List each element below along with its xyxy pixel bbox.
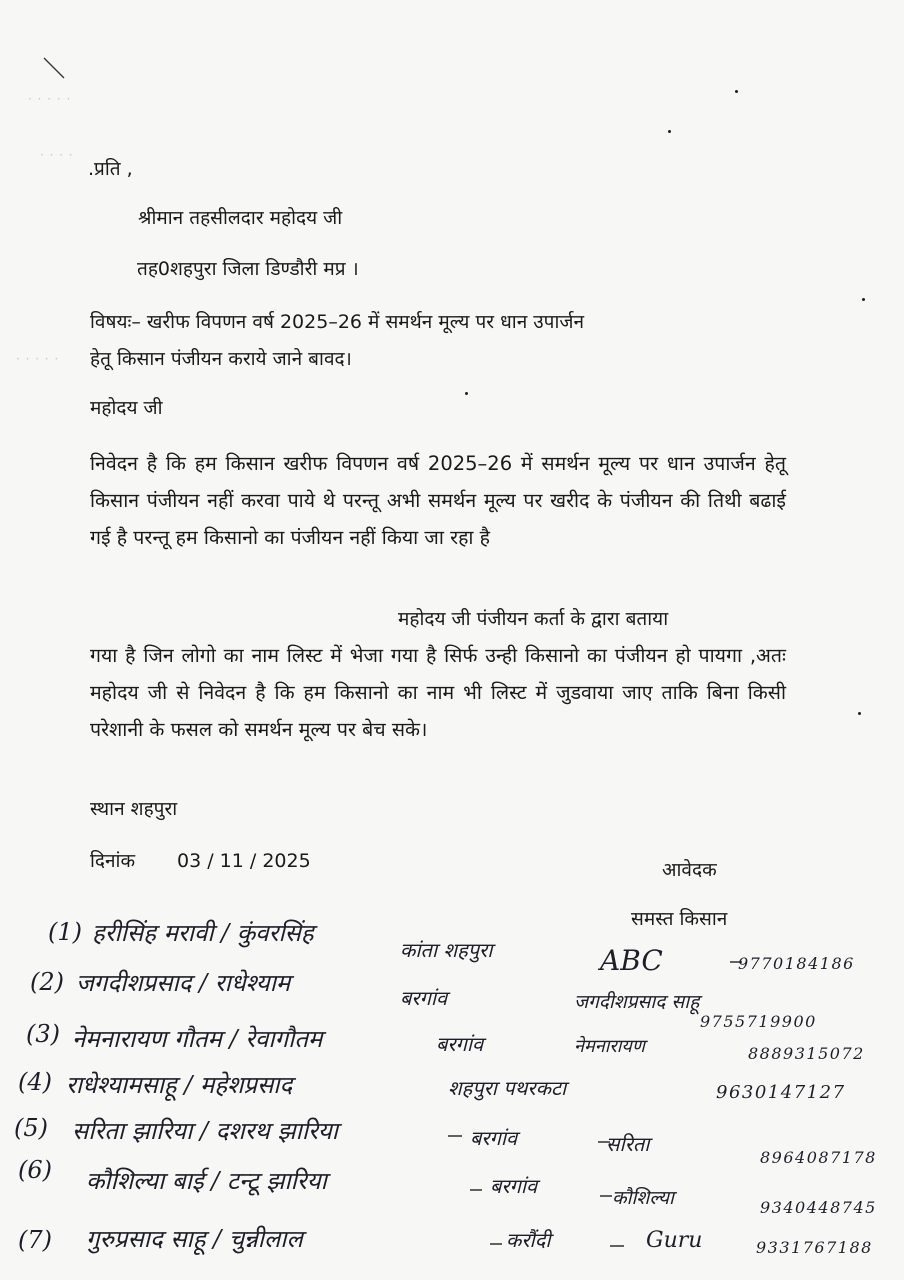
signatory-number: (6)	[18, 1156, 52, 1184]
signatory-number: (2)	[30, 968, 64, 996]
applicant-label: आवेदक	[662, 859, 717, 881]
addressee-line-1: श्रीमान तहसीलदार महोदय जी	[138, 207, 343, 229]
signatory-name: सरिता झारिया / दशरथ झारिया	[72, 1117, 339, 1145]
signatory-number: (4)	[18, 1068, 52, 1096]
signatory-number: (3)	[26, 1020, 60, 1048]
subject-line-2: हेतू किसान पंजीयन कराये जाने बावद।	[90, 348, 352, 370]
signatory-number: (5)	[14, 1114, 48, 1142]
signatory-name: कौशिल्या बाई / टन्टू झारिया	[86, 1167, 327, 1195]
signatory-sign: Guru	[646, 1228, 703, 1253]
signatory-village: बरगांव	[490, 1174, 538, 1198]
signatory-sign: सरिता	[606, 1132, 650, 1156]
signatory-name: राधेश्यामसाहू / महेशप्रसाद	[66, 1071, 293, 1099]
signatory-phone: 8889315072	[748, 1044, 865, 1063]
signatory-number: (1)	[48, 918, 82, 946]
signatory-village: बरगांव	[400, 986, 448, 1010]
signatory-phone: 8964087178	[760, 1148, 877, 1167]
signatory-sign: कौशिल्या	[612, 1187, 674, 1209]
signatory-village: शहपुरा पथरकटा	[448, 1076, 567, 1100]
show-through-text: · · · · ·	[28, 92, 72, 106]
signatory-name: नेमनारायण गौतम / रेवागौतम	[72, 1025, 323, 1053]
salutation: महोदय जी	[90, 397, 163, 419]
signatory-phone: 9331767188	[756, 1238, 873, 1257]
signatory-name: हरीसिंह मरावी / कुंवरसिंह	[92, 919, 314, 947]
signatory-sign: नेमनारायण	[574, 1036, 645, 1057]
addressee-line-2: तह0शहपुरा जिला डिण्डौरी मप्र ।	[137, 258, 359, 280]
signatory-village: करौंदी	[506, 1228, 551, 1252]
applicant-group: समस्त किसान	[631, 908, 728, 930]
body-paragraph-1: निवेदन है कि हम किसान खरीफ विपणन वर्ष 2025–26 में समर्थन मूल्य पर धान उपार्जन हेतू किसान पंजीयन नहीं करवा पाये थे परन्तू अभी समर्थन मूल्य पर खरीद के पंजीयन की तिथी बढाई गई है परन्तू हम किसानो का पंजीयन नहीं किया जा रहा है	[90, 452, 786, 549]
signatory-name: जगदीशप्रसाद / राधेश्याम	[76, 969, 291, 997]
signatory-village: बरगांव	[470, 1126, 518, 1150]
signatory-phone: 9630147127	[716, 1082, 846, 1103]
date-value: 03 / 11 / 2025	[177, 850, 311, 872]
show-through-text: · · · · ·	[16, 352, 60, 366]
signatory-phone: 9770184186	[738, 954, 855, 973]
signatory-sign: जगदीशप्रसाद साहू	[574, 991, 700, 1013]
show-through-text: · · · ·	[40, 148, 74, 162]
date-label: दिनांक	[90, 850, 136, 872]
prati-label: .प्रति ,	[88, 158, 133, 180]
body-paragraph-2: गया है जिन लोगो का नाम लिस्ट में भेजा गया है सिर्फ उन्ही किसानो का पंजीयन हो पायगा ,अतः महोदय जी से निवेदन है कि हम किसानो का नाम भी लिस्ट में जुडवाया जाए ताकि बिना किसी परेशानी के फसल को समर्थन मूल्य पर बेच सके।	[90, 644, 786, 741]
signatory-phone: 9340448745	[760, 1198, 877, 1217]
signatory-village: कांता शहपुरा	[400, 938, 493, 962]
subject-line-1: विषयः– खरीफ विपणन वर्ष 2025–26 में समर्थन मूल्य पर धान उपार्जन	[90, 311, 585, 333]
signatory-number: (7)	[18, 1226, 52, 1254]
body-paragraph-2-first-line: महोदय जी पंजीयन कर्ता के द्वारा बताया	[398, 608, 669, 630]
signatory-name: गुरुप्रसाद साहू / चुन्नीलाल	[86, 1225, 303, 1253]
signatory-phone: 9755719900	[700, 1012, 817, 1031]
signatory-sign: ABC	[600, 944, 663, 977]
signatory-village: बरगांव	[436, 1032, 484, 1056]
place-line: स्थान शहपुरा	[90, 798, 178, 820]
